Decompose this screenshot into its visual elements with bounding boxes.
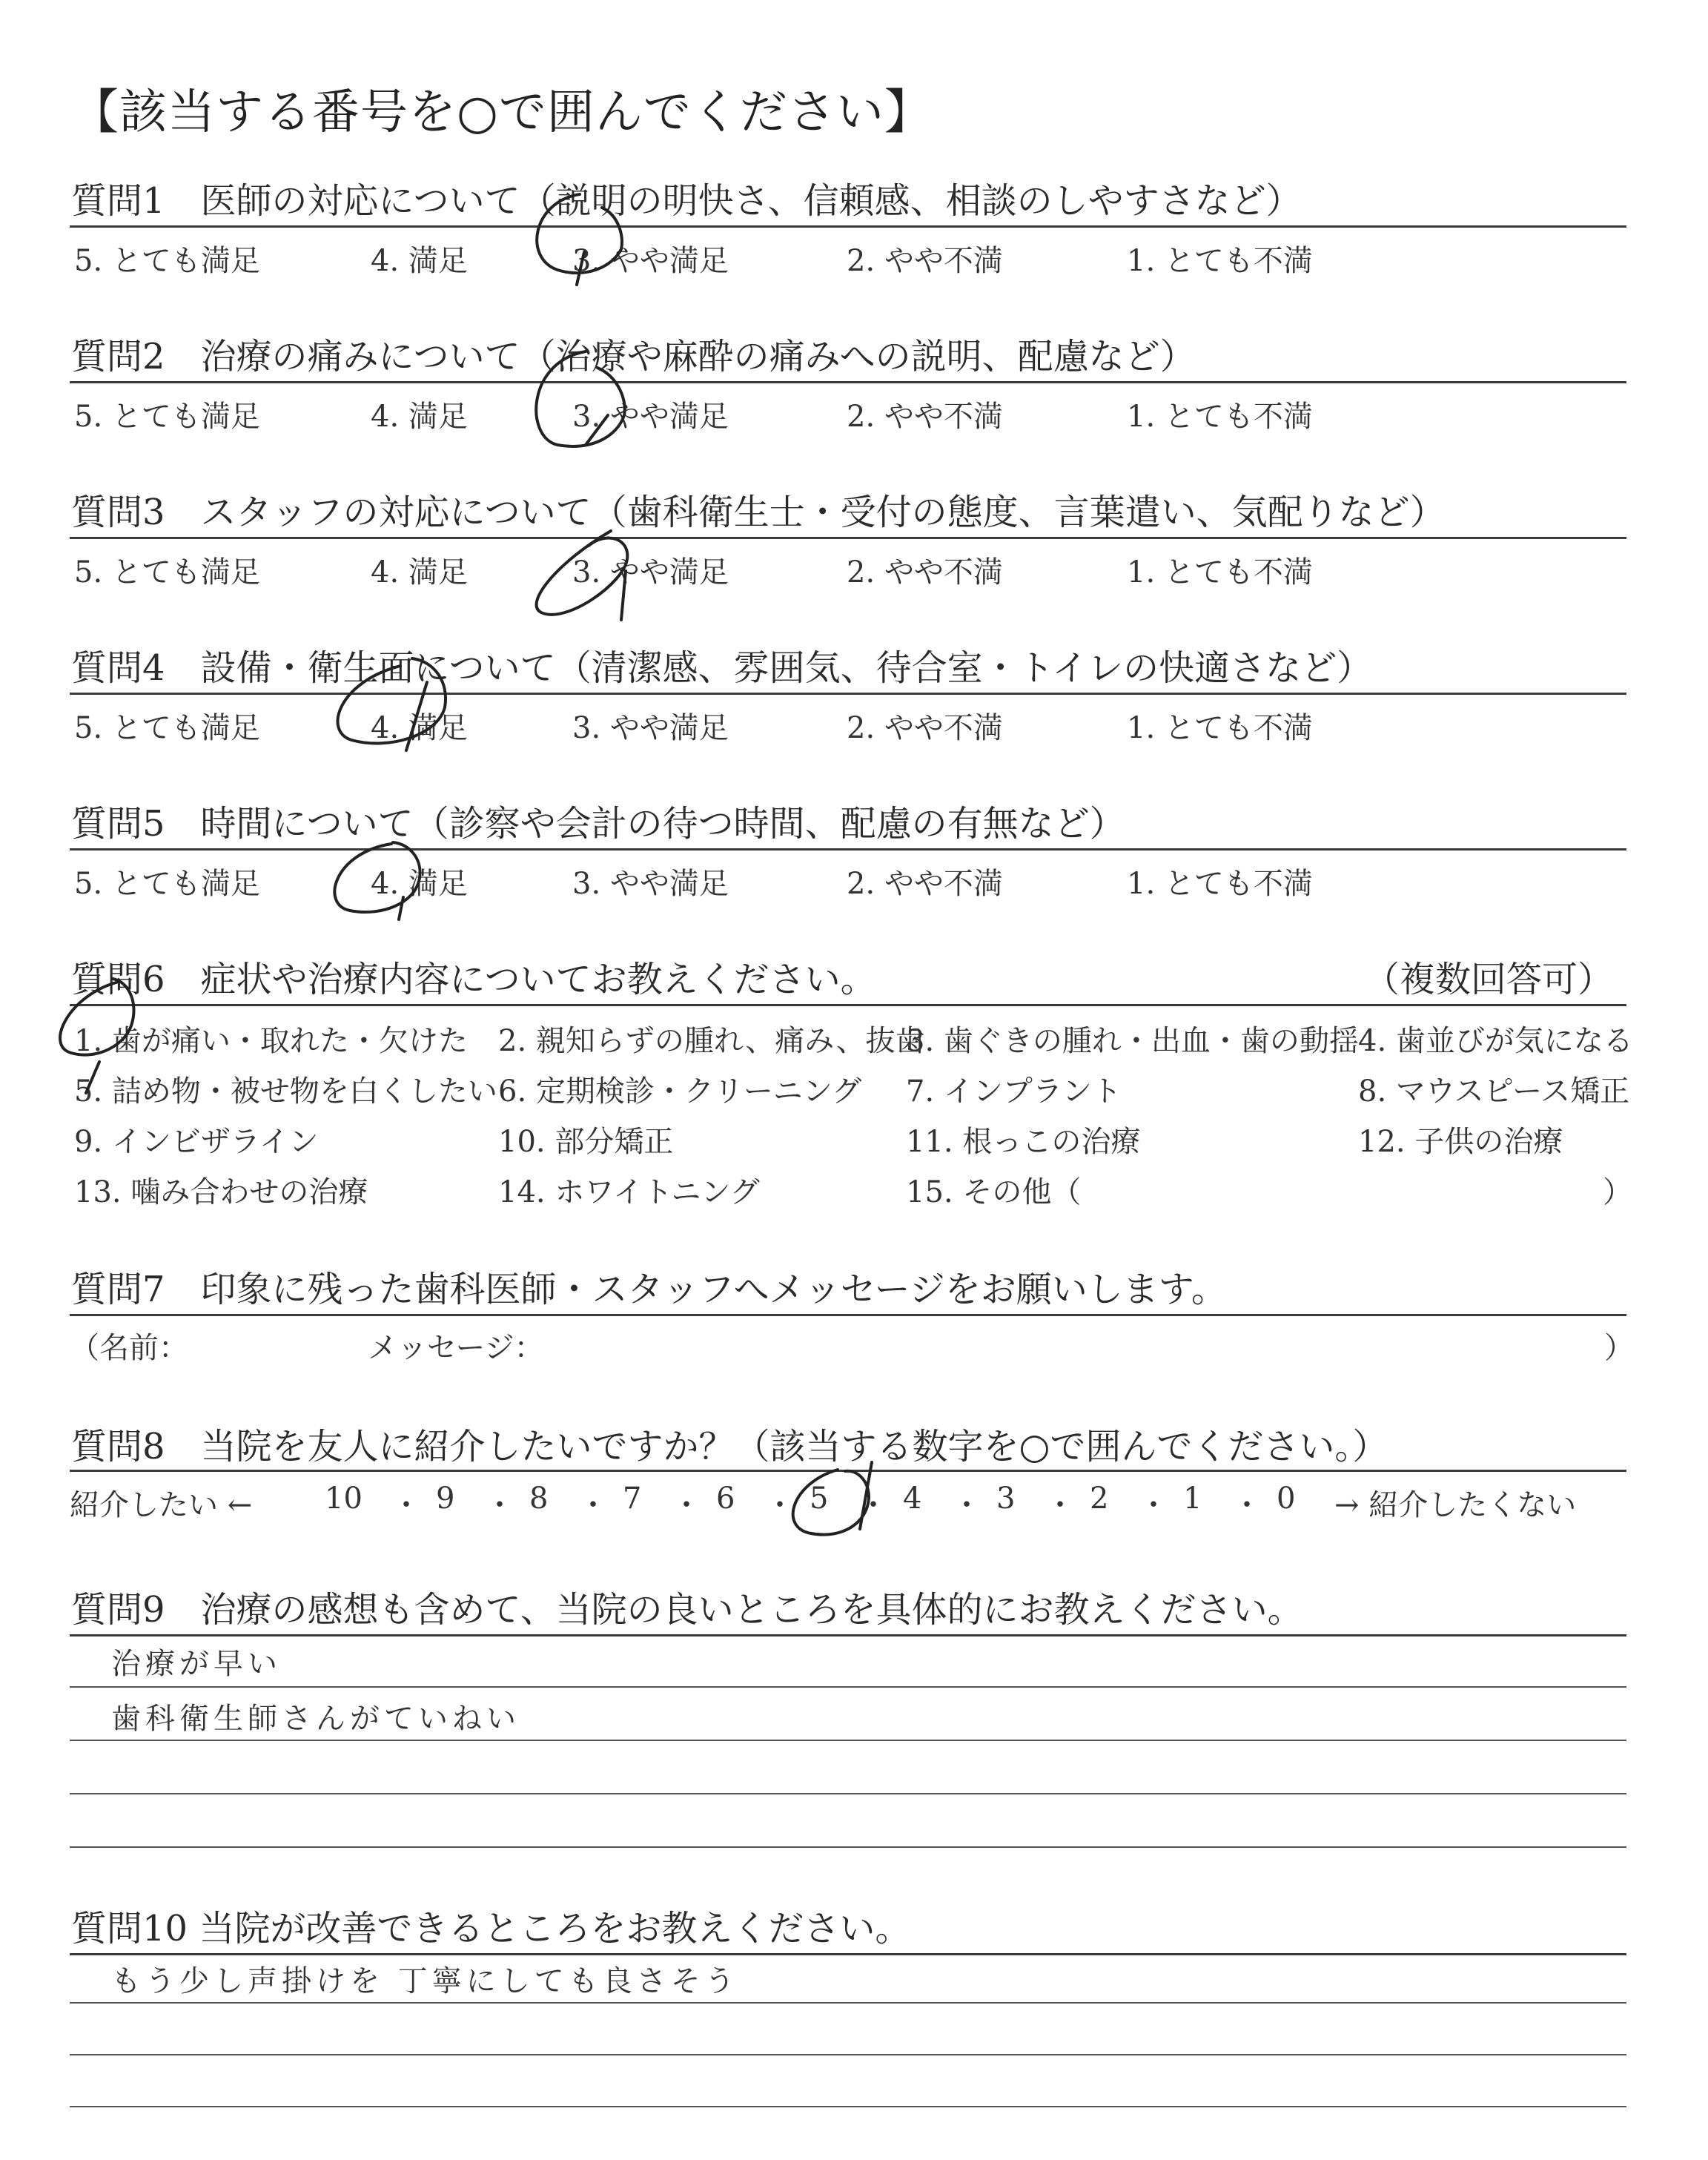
q9-answer-rule [70,1740,1626,1741]
q3-rule [70,537,1626,539]
q6-other-close: ） [1603,1175,1632,1209]
q8-rule [70,1470,1626,1472]
q10-title: 質問10 当院が改善できるところをお教えください。 [71,1908,911,1949]
q2-title: 質問2 治療の痛みについて（治療や麻酔の痛みへの説明、配慮など） [71,336,1196,377]
q6-item-4[interactable]: 4. 歯並びが気になる [1358,1024,1633,1058]
q5-option-3[interactable]: 3. やや満足 [572,867,729,901]
q3-option-1[interactable]: 1. とても不満 [1127,555,1313,589]
q3-option-5[interactable]: 5. とても満足 [74,555,260,589]
q8-scale-sep: ・ [765,1488,795,1522]
q6-item-13[interactable]: 13. 噛み合わせの治療 [74,1175,368,1209]
q4-option-4[interactable]: 4. 満足 [371,711,468,745]
q8-scale-sep: ・ [578,1488,608,1522]
q2-option-5[interactable]: 5. とても満足 [74,400,260,434]
q2-option-2[interactable]: 2. やや不満 [847,400,1003,434]
q9-rule [70,1634,1626,1636]
q1-option-1[interactable]: 1. とても不満 [1127,244,1313,278]
q8-right-label: → 紹介したくない [1334,1488,1577,1522]
q7-name-label[interactable]: （名前： [70,1331,188,1365]
q3-option-4[interactable]: 4. 満足 [371,555,468,589]
q3-title: 質問3 スタッフの対応について（歯科衛生士・受付の態度、言葉遣い、気配りなど） [71,492,1446,533]
q6-item-3[interactable]: 3. 歯ぐきの腫れ・出血・歯の動揺 [906,1024,1359,1058]
q5-option-1[interactable]: 1. とても不満 [1127,867,1313,901]
q3-option-3[interactable]: 3. やや満足 [572,555,729,589]
q8-scale-sep: ・ [1232,1488,1262,1522]
q8-scale-1[interactable]: 1 [1183,1482,1202,1516]
q8-scale-7[interactable]: 7 [623,1482,642,1516]
q8-scale-sep: ・ [1045,1488,1075,1522]
q3-option-2[interactable]: 2. やや不満 [847,555,1003,589]
q5-rule [70,848,1626,851]
q8-scale-sep: ・ [1139,1488,1168,1522]
q10-rule [70,1953,1626,1955]
q2-option-1[interactable]: 1. とても不満 [1127,400,1313,434]
q4-option-1[interactable]: 1. とても不満 [1127,711,1313,745]
q1-option-2[interactable]: 2. やや不満 [847,244,1003,278]
q1-title: 質問1 医師の対応について（説明の明快さ、信頼感、相談のしやすさなど） [71,180,1302,222]
q9-answer-line-1[interactable]: 治療が早い [111,1647,282,1681]
q8-left-label: 紹介したい ← [70,1488,253,1522]
q1-option-3[interactable]: 3. やや満足 [572,244,729,278]
q8-scale-sep: ・ [672,1488,701,1522]
q8-scale-4[interactable]: 4 [903,1482,922,1516]
q2-option-3[interactable]: 3. やや満足 [572,400,729,434]
q7-close: ） [1604,1331,1634,1365]
q10-answer-rule [70,2106,1626,2107]
q5-option-2[interactable]: 2. やや不満 [847,867,1003,901]
q10-answer-rule [70,2002,1626,2004]
q8-scale-sep: ・ [858,1488,888,1522]
q8-scale-10[interactable]: 10 [325,1482,363,1516]
q7-message-label[interactable]: メッセージ： [368,1331,544,1365]
q8-scale-8[interactable]: 8 [529,1482,549,1516]
q4-option-3[interactable]: 3. やや満足 [572,711,729,745]
q9-answer-rule [70,1686,1626,1688]
q6-item-1[interactable]: 1. 歯が痛い・取れた・欠けた [74,1024,468,1058]
q6-rule [70,1004,1626,1006]
q4-option-2[interactable]: 2. やや不満 [847,711,1003,745]
q4-option-5[interactable]: 5. とても満足 [74,711,260,745]
q9-title: 質問9 治療の感想も含めて、当院の良いところを具体的にお教えください。 [71,1589,1303,1631]
q8-scale-5[interactable]: 5 [810,1482,829,1516]
q5-title: 質問5 時間について（診察や会計の待つ時間、配慮の有無など） [71,803,1125,845]
q1-option-4[interactable]: 4. 満足 [371,244,468,278]
instruction-header: 【該当する番号を○で囲んでください】 [71,85,933,140]
q8-scale-3[interactable]: 3 [996,1482,1016,1516]
q6-item-9[interactable]: 9. インビザライン [74,1125,319,1159]
q8-scale-sep: ・ [391,1488,421,1522]
q6-item-10[interactable]: 10. 部分矯正 [498,1125,674,1159]
q10-answer-line-1[interactable]: もう少し声掛けを 丁寧にしても良さそう [111,1964,739,1998]
q5-option-4[interactable]: 4. 満足 [371,867,468,901]
q6-item-12[interactable]: 12. 子供の治療 [1358,1125,1563,1159]
q6-item-5[interactable]: 5. 詰め物・被せ物を白くしたい [74,1074,497,1109]
q6-item-15[interactable]: 15. その他（ [906,1175,1082,1209]
q2-option-4[interactable]: 4. 満足 [371,400,468,434]
q8-scale-6[interactable]: 6 [716,1482,735,1516]
q10-answer-rule [70,2054,1626,2055]
q1-rule [70,225,1626,228]
q8-scale-sep: ・ [952,1488,982,1522]
q8-title: 質問8 当院を友人に紹介したいですか？（該当する数字を○で囲んでください。） [71,1426,1388,1467]
q6-item-14[interactable]: 14. ホワイトニング [498,1175,760,1209]
q7-rule [70,1314,1626,1316]
q4-rule [70,693,1626,695]
q6-item-7[interactable]: 7. インプラント [906,1074,1122,1109]
q9-answer-line-2[interactable]: 歯科衛生師さんがていねい [111,1702,520,1736]
q6-item-6[interactable]: 6. 定期検診・クリーニング [498,1074,862,1109]
q9-answer-rule [70,1846,1626,1848]
q8-scale-2[interactable]: 2 [1090,1482,1109,1516]
q5-option-5[interactable]: 5. とても満足 [74,867,260,901]
q6-item-11[interactable]: 11. 根っこの治療 [906,1125,1141,1159]
q9-answer-rule [70,1793,1626,1794]
q4-title: 質問4 設備・衛生面について（清潔感、雰囲気、待合室・トイレの快適さなど） [71,647,1373,689]
q6-note: （複数回答可） [1364,959,1614,1000]
q6-item-2[interactable]: 2. 親知らずの腫れ、痛み、抜歯 [498,1024,925,1058]
q8-scale-0[interactable]: 0 [1277,1482,1296,1516]
q2-rule [70,381,1626,383]
q6-title: 質問6 症状や治療内容についてお教えください。 [71,959,876,1000]
q1-option-5[interactable]: 5. とても満足 [74,244,260,278]
q8-scale-9[interactable]: 9 [436,1482,455,1516]
q7-title: 質問7 印象に残った歯科医師・スタッフへメッセージをお願いします。 [71,1269,1227,1310]
q6-item-8[interactable]: 8. マウスピース矯正 [1358,1074,1630,1109]
q8-scale-sep: ・ [485,1488,514,1522]
